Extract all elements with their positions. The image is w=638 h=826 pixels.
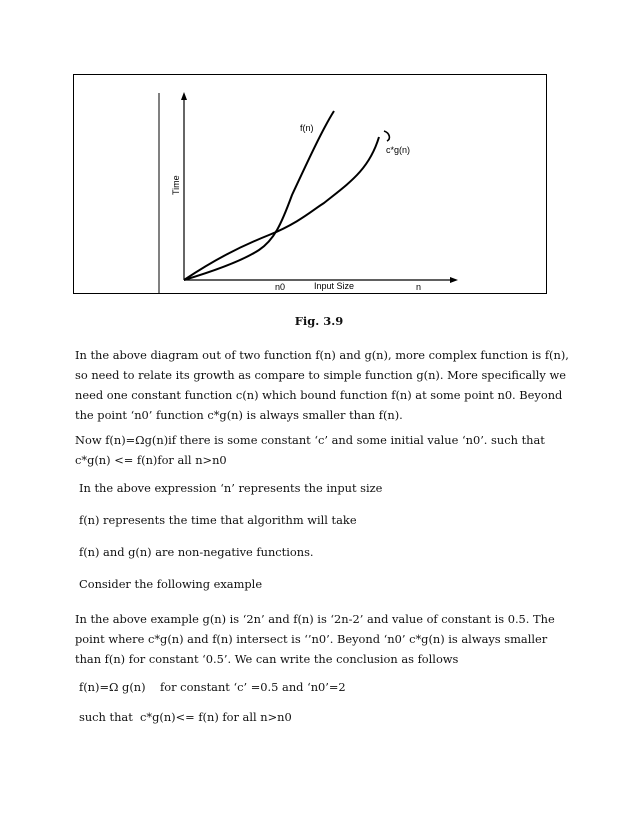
growth-diagram [74, 75, 548, 295]
fx-curve [184, 111, 334, 280]
paragraph-time: f(n) represents the time that algorithm will take [79, 513, 357, 527]
paragraph-non-negative: f(n) and g(n) are non-negative functions. [79, 545, 314, 559]
paragraph-definition: Now f(n)=Ωg(n)if there is some constant ‘c’ and some initial value ‘n0’. such that c*g(n) <= f(n)for all n>n0 [75, 433, 545, 467]
y-axis-arrow-icon [181, 92, 187, 100]
paragraph-such-that: such that c*g(n)<= f(n) for all n>n0 [79, 710, 292, 724]
paragraph-example: In the above example g(n) is ‘2n’ and f(n) is ‘2n-2’ and value of constant is 0.5. The point where c*g(n) and f(n) intersect is ‘’n0’. Beyond ‘n0’ c*g(n) is always smaller than f(n) for constant ‘0.5’. We can write the conclusion as follows [75, 612, 555, 666]
paragraph-conclusion: f(n)=Ω g(n) for constant ‘c’ =0.5 and ‘n0’=2 [79, 680, 346, 694]
n0-label: n0 [275, 282, 286, 292]
paragraph-example-intro: Consider the following example [79, 577, 263, 591]
paragraph-input-size: In the above expression ‘n’ represents the input size [79, 481, 383, 495]
figure-caption: Fig. 3.9 [294, 314, 344, 328]
cg-label: c*g(n) [386, 145, 411, 155]
paragraph-intro: In the above diagram out of two function f(n) and g(n), more complex function is f(n), so need to relate its growth as compare to simple function g(n). More specifically we need one constant function c(n) which bound function f(n) at some point n0. Beyond the point ‘n0’ function c*g(n) is always smaller than f(n). [75, 348, 569, 422]
n-label: n [416, 282, 422, 292]
fx-label: f(n) [300, 123, 314, 133]
figure-frame [73, 74, 547, 294]
y-axis-label: Time [171, 175, 181, 195]
cg-curve-tick [384, 131, 389, 141]
cg-curve [184, 137, 379, 280]
x-axis-arrow-icon [450, 277, 458, 283]
x-axis-label: Input Size [314, 281, 355, 291]
